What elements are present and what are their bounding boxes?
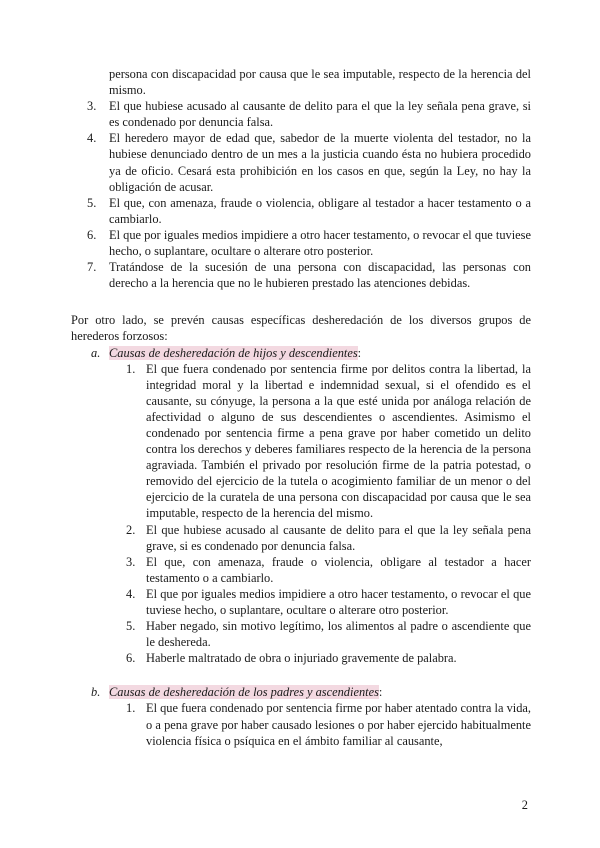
section-title: Causas de desheredación de los padres y ascendientes: [109, 685, 379, 700]
item-text: El que hubiese acusado al causante de delito para el que la ley señala pena grave, si es condenado por denuncia falsa.: [146, 522, 531, 553]
section-b-list: [71, 700, 531, 748]
section-letter: a.: [91, 345, 101, 360]
item-text: El que fuera condenado por sentencia firme por delitos contra la libertad, la integridad moral y la libertad e indemnidad sexual, si el ofendido es el causante, su cónyuge, la persona a la que esté unida por análoga relación de afectividad o alguno de sus descendientes o ascendientes. Asimismo el condenado por sentencia firme a pena grave por haber cometido un delito contra los derechos y deberes familiares respecto de la herencia de la persona agraviada. También el privado por resolución firme de la patria potestad, o removido del ejercicio de la tutela o acogimiento familiar de un menor o del ejercicio de la curatela de una persona con discapacidad por causa que le sea imputable, respecto de la herencia del mismo.: [146, 361, 531, 521]
item-number: 6.: [126, 651, 136, 666]
item-number: 3.: [126, 554, 136, 569]
section-colon: :: [357, 345, 362, 360]
item-text: El heredero mayor de edad que, sabedor de la muerte violenta del testador, no la hubiese denunciado dentro de un mes a la justicia cuando ésta no hubiera procedido ya de oficio. Cesará esta prohibición en los casos en que, según la Ley, no hay la obligación de acusar.: [109, 131, 531, 194]
item-number: 1.: [126, 361, 136, 376]
item-number: 1.: [126, 701, 136, 716]
section-letter: b.: [91, 685, 101, 700]
item-number: 5.: [126, 619, 136, 634]
list-item: [87, 195, 531, 227]
section-colon: :: [378, 685, 383, 700]
list-item: [126, 522, 531, 554]
item-text: El que, con amenaza, fraude o violencia, obligare al testador a hacer testamento o a cambiarlo.: [146, 554, 531, 585]
item-text: El que por iguales medios impidiere a otro hacer testamento, o revocar el que tuviese hecho, o suplantare, ocultare o alterare otro posterior.: [146, 586, 531, 617]
item-number: 7.: [87, 260, 97, 275]
list-item: [126, 554, 531, 586]
page-content: [71, 66, 531, 749]
item-number: 3.: [87, 99, 97, 114]
item-text: El que, con amenaza, fraude o violencia, obligare al testador a hacer testamento o a cambiarlo.: [109, 195, 531, 226]
section-title: Causas de desheredación de hijos y descendientes: [109, 345, 358, 360]
list-item: [87, 259, 531, 291]
continuation-text: persona con discapacidad por causa que le sea imputable, respecto de la herencia del mismo.: [109, 67, 531, 98]
item-text: Haberle maltratado de obra o injuriado gravemente de palabra.: [146, 651, 457, 666]
item-text: El que por iguales medios impidiere a otro hacer testamento, o revocar el que tuviese hecho, o suplantare, ocultare o alterare otro posterior.: [109, 227, 531, 259]
item-number: 4.: [126, 586, 136, 601]
item-number: 2.: [126, 522, 136, 537]
section-a-heading: [71, 345, 531, 361]
item-number: 4.: [87, 131, 97, 146]
list-item: [126, 618, 531, 650]
page-number: 2: [521, 798, 528, 812]
list-item: [126, 361, 531, 522]
list-item: [87, 227, 531, 259]
list-item: [126, 700, 531, 748]
list-item: [126, 650, 531, 666]
item-number: 5.: [87, 195, 97, 210]
item-number: 6.: [87, 227, 97, 242]
section-b-heading: [71, 684, 531, 700]
list-item: [87, 130, 531, 194]
intro-paragraph: Por otro lado, se prevén causas específicas desheredación de los diversos grupos de herederos forzosos:: [71, 313, 531, 344]
general-causes-list: [71, 98, 531, 291]
item-text: Tratándose de la sucesión de una persona con discapacidad, las personas con derecho a la herencia que no le hubieren prestado las atenciones debidas.: [109, 260, 531, 291]
item-text: Haber negado, sin motivo legítimo, los alimentos al padre o ascendiente que le deshereda.: [146, 619, 531, 650]
section-a-list: [71, 361, 531, 667]
item-text: El que hubiese acusado al causante de delito para el que la ley señala pena grave, si es condenado por denuncia falsa.: [109, 99, 531, 130]
list-item: [87, 98, 531, 130]
list-item: [126, 586, 531, 618]
item-text: El que fuera condenado por sentencia firme por haber atentado contra la vida, o a pena grave por haber causado lesiones o por haber ejercido habitualmente violencia física o psíquica en el ámbito familiar al causante,: [146, 701, 531, 748]
